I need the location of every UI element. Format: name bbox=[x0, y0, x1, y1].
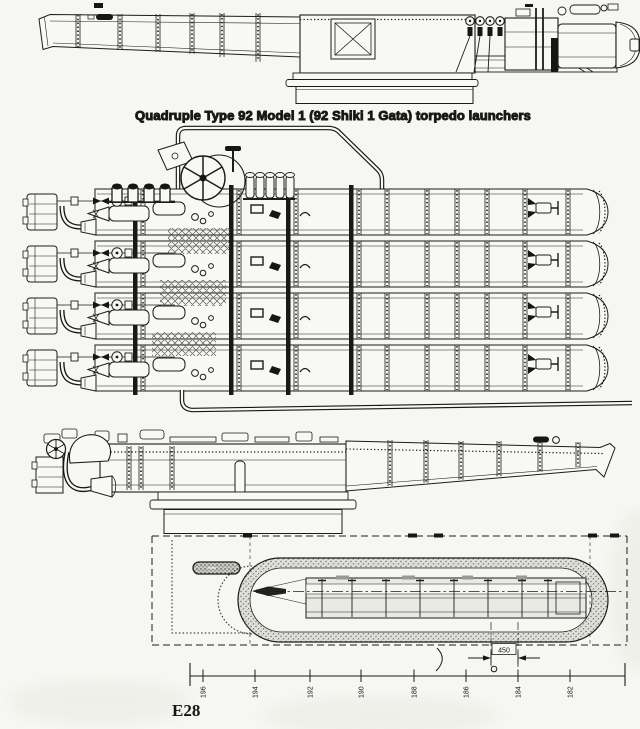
station-label: 192 bbox=[307, 686, 315, 698]
torpedo-tube-plan-2 bbox=[23, 237, 608, 291]
station-label: 182 bbox=[567, 686, 575, 698]
tread-plate-hatch bbox=[160, 280, 226, 306]
station-label: 190 bbox=[358, 686, 366, 698]
valve-manifold-right bbox=[243, 173, 295, 200]
station-label: 186 bbox=[463, 686, 471, 698]
station-label: 184 bbox=[515, 686, 523, 698]
plate-code: E28 bbox=[172, 701, 201, 720]
dimension-label: 450 bbox=[498, 647, 510, 655]
deck-locker bbox=[193, 562, 240, 574]
tread-plate-hatch bbox=[152, 332, 216, 356]
station-label: 196 bbox=[200, 686, 208, 698]
tread-plate-hatch bbox=[168, 228, 230, 254]
mount-pedestal-lower bbox=[150, 492, 356, 534]
station-label: 188 bbox=[411, 686, 419, 698]
torpedo-tube-plan-3 bbox=[23, 289, 608, 343]
torpedo-tube-plan-4 bbox=[23, 341, 608, 395]
figure-caption: Quadruple Type 92 Model 1 (92 Shiki 1 Gata) torpedo launchers bbox=[135, 108, 531, 123]
mount-pedestal-upper bbox=[286, 73, 478, 104]
station-label: 194 bbox=[252, 686, 260, 698]
torpedo-tube-plan-1 bbox=[23, 185, 608, 239]
